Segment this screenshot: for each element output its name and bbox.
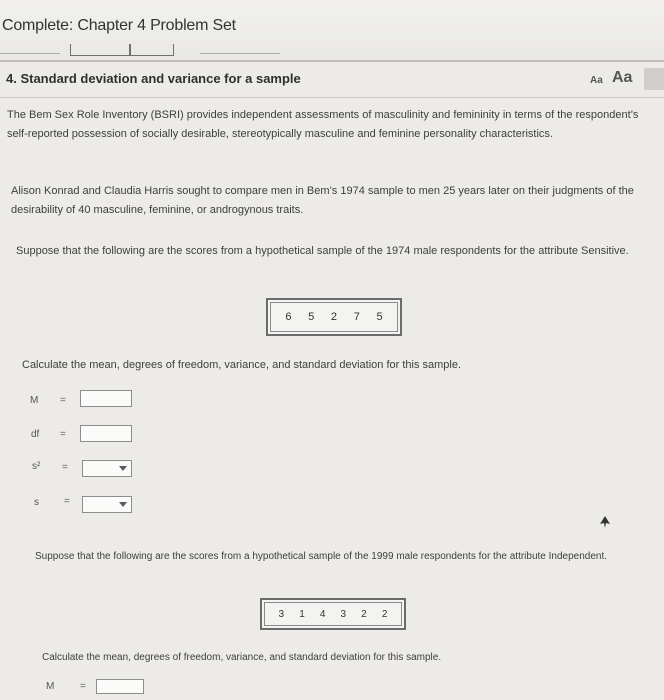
- font-size-large-button[interactable]: Aa: [612, 69, 633, 86]
- problem-title: 4. Standard deviation and variance for a sample: [6, 71, 301, 86]
- app-header: [0, 0, 664, 62]
- equals-sign: =: [60, 429, 66, 440]
- score: 3: [278, 608, 285, 620]
- sd-dropdown[interactable]: [82, 496, 132, 513]
- score: 5: [308, 311, 315, 323]
- problem-header: [0, 64, 664, 98]
- score: 5: [376, 311, 383, 323]
- sample1-paragraph: Suppose that the following are the scores from a hypothetical sample of the 1974 male respondents for the attribute Sensitive.: [16, 245, 629, 257]
- sample2-paragraph: Suppose that the following are the scores from a hypothetical sample of the 1999 male respondents for the attribute Independent.: [35, 551, 608, 562]
- score: 6: [285, 311, 292, 323]
- mean-label: M: [30, 395, 39, 406]
- equals-sign: =: [60, 395, 66, 406]
- study-paragraph: Alison Konrad and Claudia Harris sought to compare men in Bem’s 1974 sample to men 25 years later on their judgments of the desirability of 40 masculine, feminine, or androgynous traits.: [11, 185, 634, 216]
- score: 2: [361, 608, 367, 620]
- sd-label: s: [34, 497, 39, 508]
- app-title: Complete: Chapter 4 Problem Set: [2, 17, 236, 34]
- df-label: df: [31, 429, 40, 440]
- score: 1: [299, 608, 305, 620]
- score: 3: [340, 608, 347, 620]
- mouse-cursor-icon: [600, 516, 610, 528]
- score: 4: [319, 608, 326, 620]
- equals-sign: =: [64, 496, 70, 507]
- sample1-scores-box: [266, 298, 402, 336]
- score: 2: [330, 311, 338, 323]
- instruction2: Calculate the mean, degrees of freedom, variance, and standard deviation for this sample.: [42, 652, 442, 663]
- font-size-small-button[interactable]: Aa: [590, 75, 603, 86]
- df-input[interactable]: [80, 425, 132, 442]
- chevron-down-icon: [119, 502, 127, 507]
- mean-input-2[interactable]: [96, 679, 144, 694]
- nav-underline-2: [200, 42, 280, 54]
- score: 7: [353, 311, 360, 323]
- sample2-scores-box: [260, 598, 406, 630]
- equals-sign: =: [62, 462, 68, 473]
- score: 2: [381, 608, 388, 620]
- nav-underline: [0, 42, 60, 54]
- mean-input[interactable]: [80, 390, 132, 407]
- intro-paragraph: The Bem Sex Role Inventory (BSRI) provides independent assessments of masculinity and femininity in terms of the respondent’s self-reported possession of socially desirable, stereotypically masculine and feminine personality characteristics.: [7, 109, 639, 140]
- nav-tab-2[interactable]: [130, 44, 174, 56]
- nav-tab-1[interactable]: [70, 44, 130, 56]
- side-panel-tab[interactable]: [644, 68, 664, 90]
- equals-sign: =: [80, 681, 86, 692]
- chevron-down-icon: [119, 466, 127, 471]
- variance-label: s²: [32, 461, 41, 472]
- mean-label-2: M: [46, 681, 55, 692]
- instruction1: Calculate the mean, degrees of freedom, variance, and standard deviation for this sample.: [22, 359, 462, 371]
- variance-dropdown[interactable]: [82, 460, 132, 477]
